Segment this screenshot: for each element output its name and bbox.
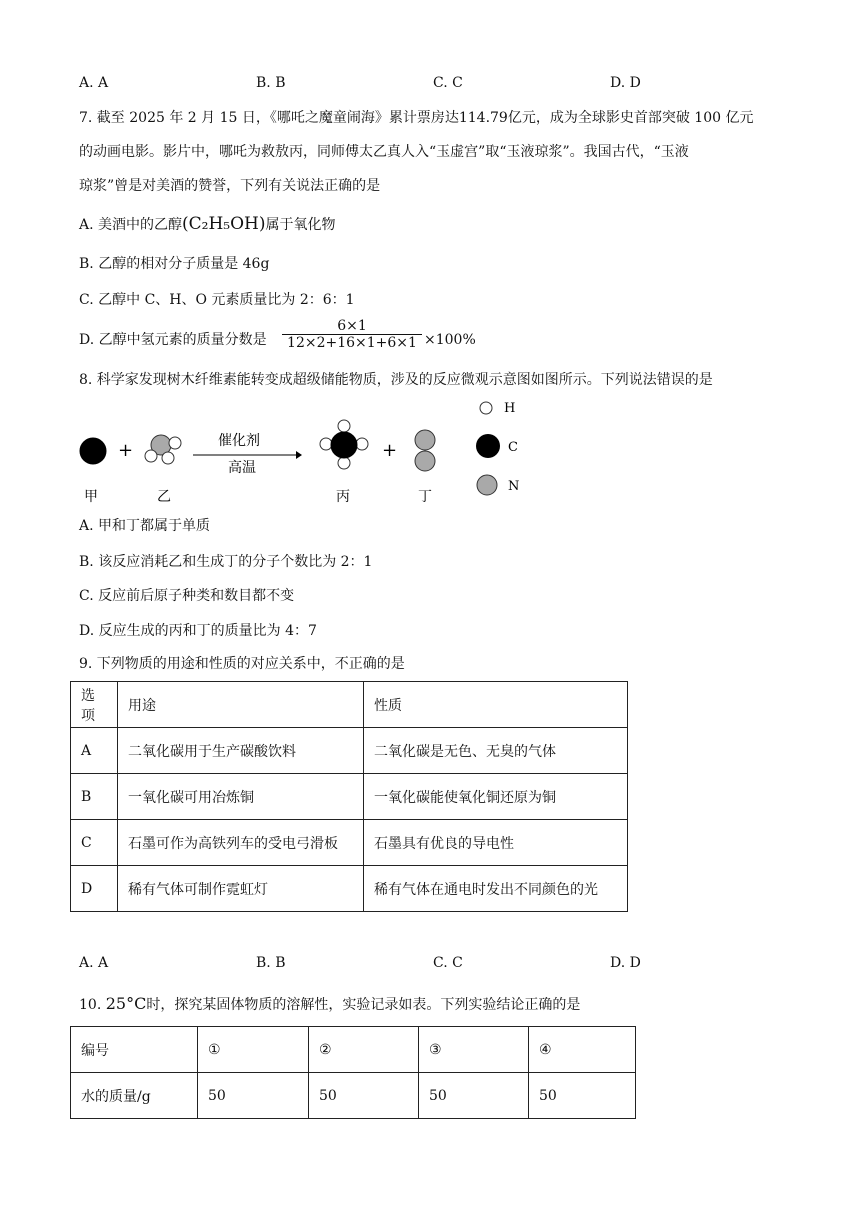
q7-option-d-tail: ×100% — [424, 332, 476, 348]
row-b-use: 一氧化碳可用冶炼铜 — [118, 774, 364, 820]
condition-label: 高温 — [228, 460, 256, 476]
header-use: 用途 — [118, 682, 364, 728]
q7-option-c: C. 乙醇中 C、H、O 元素质量比为 2：6：1 — [79, 292, 355, 308]
header-number: 编号 — [71, 1027, 198, 1073]
row-c-use: 石墨可作为高铁列车的受电弓滑板 — [118, 820, 364, 866]
q10-table — [70, 1026, 636, 1119]
water-mass-3: 50 — [419, 1073, 529, 1119]
table-header-row — [71, 1027, 636, 1073]
q7-option-d-text: D. 乙醇中氢元素的质量分数是 — [79, 332, 267, 348]
table-row — [71, 728, 628, 774]
q7-option-a-tail: 属于氧化物 — [265, 217, 336, 233]
q7-option-a-formula: (C₂H₅OH) — [182, 214, 266, 234]
table-header-row — [71, 682, 628, 728]
row-a-option: A — [71, 728, 118, 774]
q7-option-a — [79, 214, 336, 235]
table-row — [71, 774, 628, 820]
q8-stem: 8. 科学家发现树木纤维素能转变成超级储能物质，涉及的反应微观示意图如图所示。下列说法错误的是 — [79, 372, 713, 388]
q8-option-c: C. 反应前后原子种类和数目都不变 — [79, 588, 295, 604]
q9-table — [70, 681, 628, 912]
row-b-property: 一氧化碳能使氧化铜还原为铜 — [364, 774, 628, 820]
q10-temperature: 25°C — [105, 994, 147, 1013]
label-bing: 丙 — [336, 489, 350, 505]
label-yi: 乙 — [157, 489, 171, 505]
product-ding-nitrogen-2 — [415, 451, 435, 471]
q6-option-c: C. C — [433, 75, 463, 91]
plus-2: + — [382, 440, 398, 461]
q10-number: 10. — [79, 997, 102, 1013]
q8-option-b: B. 该反应消耗乙和生成丁的分子个数比为 2：1 — [79, 554, 373, 570]
q10-stem-text: 时，探究某固体物质的溶解性，实验记录如表。下列实验结论正确的是 — [146, 997, 581, 1013]
reactant-jia-carbon — [80, 438, 106, 464]
header-option: 选项 — [71, 682, 118, 728]
legend-nitrogen-label: N — [508, 479, 520, 494]
reactant-yi-hydrogen-3 — [169, 437, 181, 449]
q9-options — [79, 955, 799, 975]
reactant-yi-hydrogen-1 — [145, 450, 157, 462]
label-jia: 甲 — [84, 489, 98, 505]
q7-stem-line1: 7. 截至 2025 年 2 月 15 日，《哪吒之魔童闹海》累计票房达114.79亿元，成为全球影史首部突破 100 亿元 — [79, 110, 754, 126]
product-bing-hydrogen-top — [338, 420, 350, 432]
q7-option-b: B. 乙醇的相对分子质量是 46g — [79, 256, 270, 272]
q7-stem-line2: 的动画电影。影片中，哪吒为救敖丙，同师傅太乙真人入“玉虚宫”取“玉液琼浆”。我国古代，“玉液 — [79, 144, 689, 160]
header-1: ① — [198, 1027, 309, 1073]
water-mass-4: 50 — [529, 1073, 636, 1119]
row-c-property: 石墨具有优良的导电性 — [364, 820, 628, 866]
row-a-use: 二氧化碳用于生产碳酸饮料 — [118, 728, 364, 774]
q7-stem-line3: 琼浆”曾是对美酒的赞誉，下列有关说法正确的是 — [79, 178, 381, 194]
q8-option-a: A. 甲和丁都属于单质 — [79, 518, 211, 534]
q9-option-d: D. D — [610, 955, 641, 971]
q9-stem: 9. 下列物质的用途和性质的对应关系中，不正确的是 — [79, 656, 405, 672]
row-a-property: 二氧化碳是无色、无臭的气体 — [364, 728, 628, 774]
q6-options — [79, 75, 799, 95]
q7-option-a-text: A. 美酒中的乙醇 — [79, 217, 183, 233]
row-d-option: D — [71, 866, 118, 912]
legend-hydrogen-swatch — [480, 402, 492, 414]
q7-option-d — [79, 330, 267, 350]
legend-nitrogen-swatch — [477, 475, 497, 495]
water-mass-1: 50 — [198, 1073, 309, 1119]
q10-stem — [79, 994, 580, 1015]
legend-carbon-label: C — [508, 440, 518, 455]
table-row — [71, 1073, 636, 1119]
reactant-yi-hydrogen-2 — [162, 452, 174, 464]
row-d-property: 稀有气体在通电时发出不同颜色的光 — [364, 866, 628, 912]
table-row — [71, 820, 628, 866]
q9-option-b: B. B — [256, 955, 286, 971]
table-row — [71, 866, 628, 912]
product-bing-carbon — [331, 432, 357, 458]
water-mass-2: 50 — [309, 1073, 419, 1119]
row-b-option: B — [71, 774, 118, 820]
product-bing-hydrogen-right — [356, 438, 368, 450]
q6-option-a: A. A — [79, 75, 109, 91]
q6-option-b: B. B — [256, 75, 286, 91]
q7-option-d-fraction — [282, 318, 422, 351]
header-4: ④ — [529, 1027, 636, 1073]
header-2: ② — [309, 1027, 419, 1073]
reaction-svg — [70, 395, 590, 505]
legend-hydrogen-label: H — [504, 401, 516, 416]
q9-option-a: A. A — [79, 955, 109, 971]
q7-fraction-numerator: 6×1 — [282, 318, 422, 335]
header-property: 性质 — [364, 682, 628, 728]
catalyst-label: 催化剂 — [218, 433, 260, 449]
row-c-option: C — [71, 820, 118, 866]
product-ding-nitrogen-1 — [415, 430, 435, 450]
plus-1: + — [118, 440, 134, 461]
product-bing-hydrogen-bottom — [338, 457, 350, 469]
reaction-diagram — [70, 395, 590, 505]
product-bing-hydrogen-left — [320, 438, 332, 450]
water-mass-label: 水的质量/g — [71, 1073, 198, 1119]
row-d-use: 稀有气体可制作霓虹灯 — [118, 866, 364, 912]
label-ding: 丁 — [418, 489, 432, 505]
q9-option-c: C. C — [433, 955, 463, 971]
reaction-arrowhead — [296, 451, 302, 459]
q6-option-d: D. D — [610, 75, 641, 91]
q7-fraction-denominator: 12×2+16×1+6×1 — [287, 335, 417, 351]
legend-carbon-swatch — [476, 434, 500, 458]
q8-option-d: D. 反应生成的丙和丁的质量比为 4：7 — [79, 623, 317, 639]
header-3: ③ — [419, 1027, 529, 1073]
